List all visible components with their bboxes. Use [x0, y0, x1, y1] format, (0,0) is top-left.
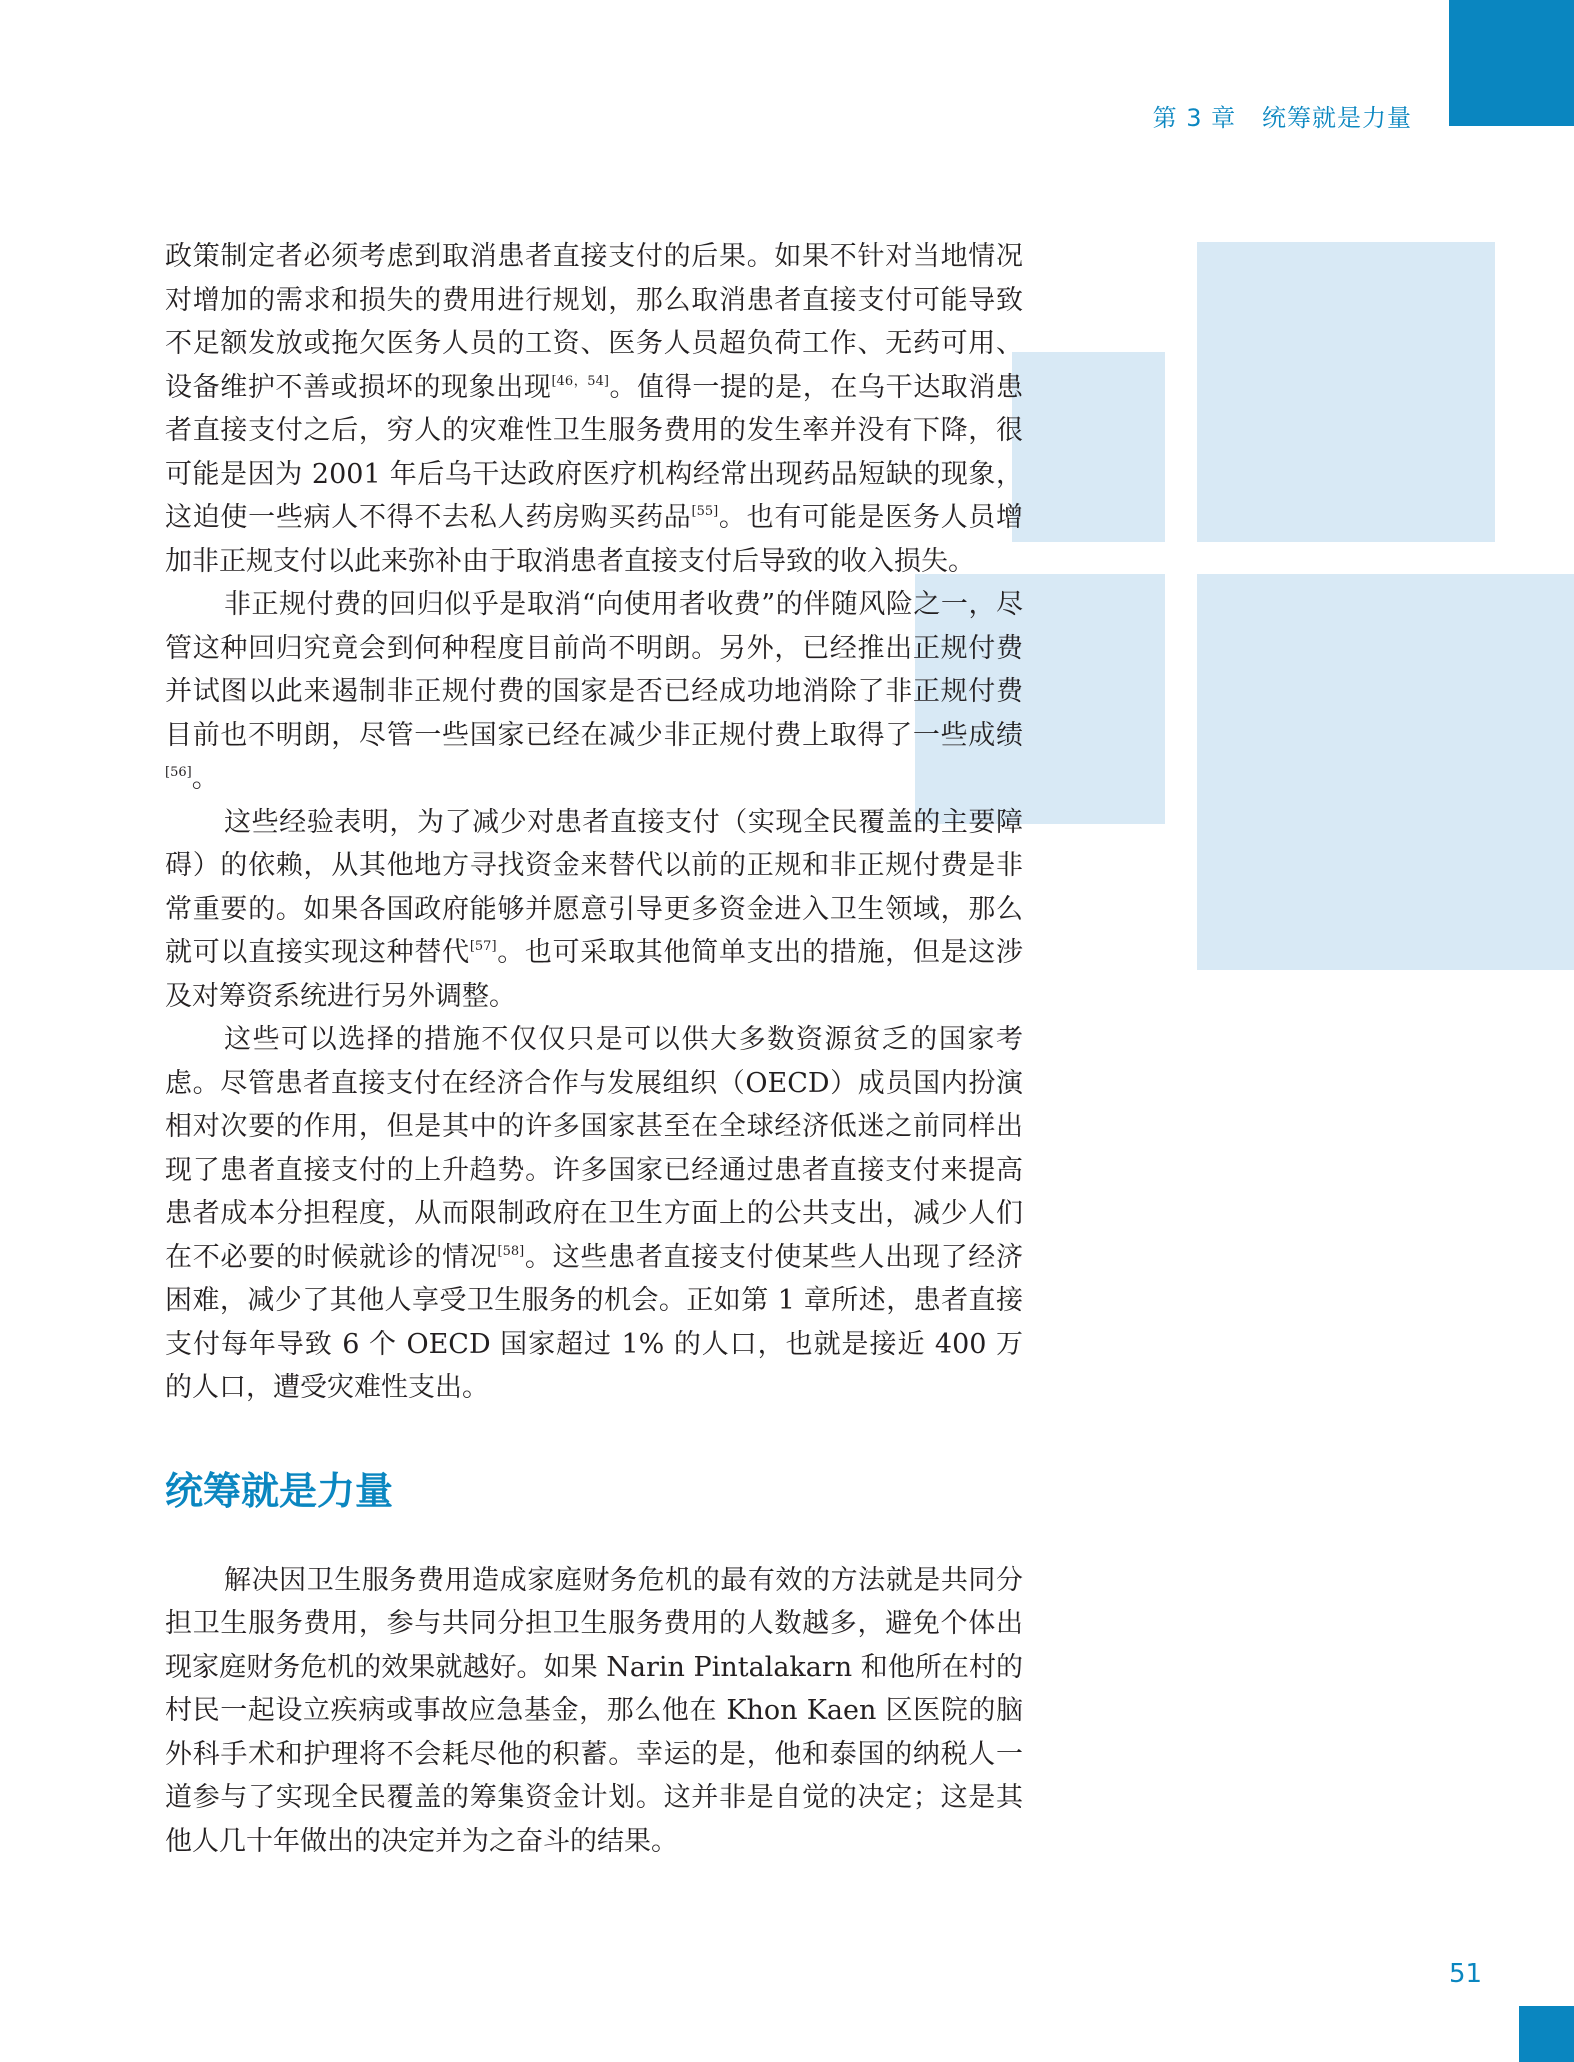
- citation: [46，54]: [551, 373, 609, 389]
- citation: [56]: [165, 765, 192, 780]
- decorative-square: [1012, 352, 1165, 542]
- paragraph: [165, 801, 1023, 1019]
- citation: [57]: [469, 939, 497, 954]
- page-number: 51: [1449, 1959, 1483, 1989]
- paragraph-text: 。值得一提的是，在乌干达取消患者直接支付之后，穷人的灾难性卫生服务费用的发生率并没有下降，很可能是因为 2001 年后乌干达政府医疗机构经常出现药品短缺的现象，这迫使一些病人不得不去私人药房购买药品: [165, 371, 1024, 533]
- paragraph-text: 。也有可能是医务人员增加非正规支付以此来弥补由于取消患者直接支付后导致的收入损失。: [165, 502, 1024, 577]
- paragraph: [165, 1018, 1023, 1410]
- paragraph-text: 。: [191, 763, 219, 794]
- chapter-title: 统筹就是力量: [1262, 104, 1412, 132]
- paragraph-text: 这些可以选择的措施不仅仅只是可以供大多数资源贫乏的国家考虑。尽管患者直接支付在经济合作与发展组织（OECD）成员国内扮演相对次要的作用，但是其中的许多国家甚至在全球经济低迷之前同样出现了患者直接支付的上升趋势。许多国家已经通过患者直接支付来提高患者成本分担程度，从而限制政府在卫生方面上的公共支出，减少人们在不必要的时候就诊的情况: [165, 1024, 1023, 1273]
- corner-accent-block: [1519, 2006, 1574, 2062]
- paragraph-text: 。也可采取其他简单支出的措施，但是这涉及对筹资系统进行另外调整。: [165, 937, 1024, 1012]
- paragraph: [165, 583, 1023, 801]
- paragraph-text: 。这些患者直接支付使某些人出现了经济困难，减少了其他人享受卫生服务的机会。正如第 1 章所述，患者直接支付每年导致 6 个 OECD 国家超过 1% 的人口，也就是接近 400 万的人口，遭受灾难性支出。: [165, 1241, 1024, 1403]
- decorative-square: [1197, 574, 1574, 970]
- section-heading: 统筹就是力量: [165, 1468, 394, 1513]
- paragraph: 解决因卫生服务费用造成家庭财务危机的最有效的方法就是共同分担卫生服务费用，参与共同分担卫生服务费用的人数越多，避免个体出现家庭财务危机的效果就越好。如果 Narin Pintalakarn 和他所在村的村民一起设立疾病或事故应急基金，那么他在 Khon Kaen 区医院的脑外科手术和护理将不会耗尽他的积蓄。幸运的是，他和泰国的纳税人一道参与了实现全民覆盖的筹集资金计划。这并非是自觉的决定；这是其他人几十年做出的决定并为之奋斗的结果。: [165, 1564, 1023, 1857]
- citation: [58]: [497, 1243, 525, 1259]
- decorative-square: [1197, 242, 1495, 542]
- running-header: [1153, 98, 1412, 133]
- paragraph: [165, 235, 1023, 583]
- body-text: [165, 235, 1023, 1863]
- paragraph-text: 政策制定者必须考虑到取消患者直接支付的后果。如果不针对当地情况对增加的需求和损失的费用进行规划，那么取消患者直接支付可能导致不足额发放或拖欠医务人员的工资、医务人员超负荷工作、无药可用、设备维护不善或损坏的现象出现: [165, 241, 1023, 403]
- paragraph-text: 这些经验表明，为了减少对患者直接支付（实现全民覆盖的主要障碍）的依赖，从其他地方寻找资金来替代以前的正规和非正规付费是非常重要的。如果各国政府能够并愿意引导更多资金进入卫生领域，那么就可以直接实现这种替代: [165, 806, 1023, 968]
- chapter-number: 第 3 章: [1152, 104, 1237, 132]
- citation: [55]: [691, 504, 719, 519]
- paragraph-text: 非正规付费的回归似乎是取消“向使用者收费”的伴随风险之一，尽管这种回归究竟会到何种程度目前尚不明朗。另外，已经推出正规付费并试图以此来遏制非正规付费的国家是否已经成功地消除了非正规付费目前也不明朗，尽管一些国家已经在减少非正规付费上取得了一些成绩: [165, 589, 1023, 751]
- corner-accent-block: [1449, 0, 1574, 126]
